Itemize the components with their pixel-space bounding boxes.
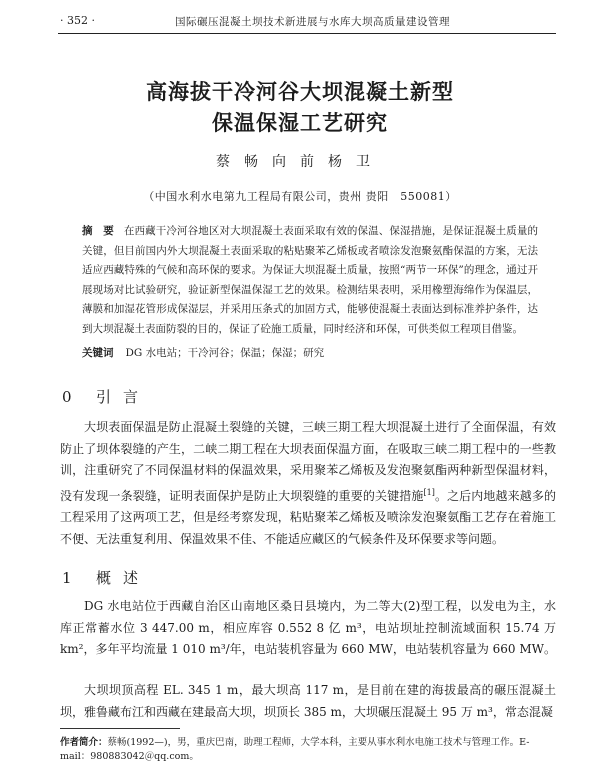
section-heading-introduction	[62, 386, 150, 407]
keywords-label: 关键词	[82, 347, 114, 359]
citation-ref: [1]	[423, 487, 435, 497]
abstract-label: 摘 要	[82, 225, 114, 237]
running-header-journal: 国际碾压混凝土坝技术新进展与水库大坝高质量建设管理	[175, 16, 450, 28]
affiliation: （中国水利水电第九工程局有限公司，贵州 贵阳 550081）	[143, 190, 457, 203]
author-footnote	[60, 736, 556, 764]
section-number: 0	[62, 388, 73, 406]
paper-title-line-1: 高海拔干冷河谷大坝混凝土新型	[146, 80, 454, 104]
overview-paragraph-2: 大坝坝顶高程 EL. 345 1 m，最大坝高 117 m，是目前在建的海拔最高的碾压混凝土坝，雅鲁藏布江和西藏在建最高大坝，坝顶长 385 m，大坝碾压混凝土 95 万 m³，常态混凝	[60, 683, 556, 719]
introduction-text: 大坝表面保温是防止混凝土裂缝的关键，三峡三期工程大坝混凝土进行了全面保温，有效防止了坝体裂缝的产生，二峡二期工程在大坝表面保温方面，在吸取三峡二期工程中的一些教训，注重研究了不同保温材料的保温效果，采用聚苯乙烯板及发泡聚氨酯两种新型保温材料，没有发现一条裂缝，证明表面保护是防止大坝裂缝的重要的关键措施	[60, 420, 556, 503]
introduction-paragraph	[60, 417, 556, 550]
footnote-text: 蔡畅(1992—)，男，重庆巴南，助理工程师，大学本科，主要从事水利水电施工技术与管理工作。E-mail：980883042＠qq.com。	[60, 737, 530, 762]
header-rule	[58, 33, 556, 34]
keywords-text: DG 水电站；干冷河谷；保温；保湿；研究	[125, 347, 325, 359]
introduction-text-tail: 。之后内地越来越多的工程采用了这两项工艺，但是经考察发现，粘贴聚苯乙烯板及喷涂发泡聚氨酯工艺存在着施工不便、无法重复利用、保温效果不佳、不能适应藏区的气候条件及环保要求等问题。	[60, 488, 556, 546]
page-number: · 352 ·	[60, 14, 95, 27]
overview-paragraph-1: DG 水电站位于西藏自治区山南地区桑日县境内，为二等大(2)型工程，以发电为主，水库正常蓄水位 3 447.00 m，相应库容 0.552 8 亿 m³，电站坝址控制流域面积 15.74 万 km²，多年平均流量 1 010 m³/年，电站装机容量为 660 MW，电站装机容量为 660 MW。	[60, 599, 556, 656]
section-title: 概述	[96, 569, 151, 587]
abstract-text: 在西藏干冷河谷地区对大坝混凝土表面采取有效的保温、保湿措施，是保证混凝土质量的关键，但目前国内外大坝混凝土表面采取的粘贴聚苯乙烯板或者喷涂发泡聚氨酯保温的方案，无法适应西藏特殊的气候和高环保的要求。为保证大坝混凝土质量，按照“两节一环保”的理念，通过开展现场对比试验研究，验证新型保温保湿工艺的效果。检测结果表明，采用橡塑海绵作为保温层，薄膜和加湿花管形成保湿层，并采用压条式的加固方式，能够使混凝土表面达到标准养护条件，达到大坝混凝土表面防裂的目的，保证了砼施工质量，同时经济和环保，可供类似工程项目借鉴。	[82, 225, 539, 335]
footnote-label: 作者简介：	[60, 737, 108, 748]
abstract	[82, 222, 538, 339]
section-title: 引言	[96, 388, 151, 406]
paper-title-line-2: 保温保湿工艺研究	[212, 111, 388, 135]
authors: 蔡畅向前杨卫	[216, 154, 384, 170]
keywords	[82, 345, 538, 360]
footnote-rule	[60, 728, 180, 729]
section-heading-overview	[62, 567, 150, 588]
section-number: 1	[62, 569, 73, 587]
